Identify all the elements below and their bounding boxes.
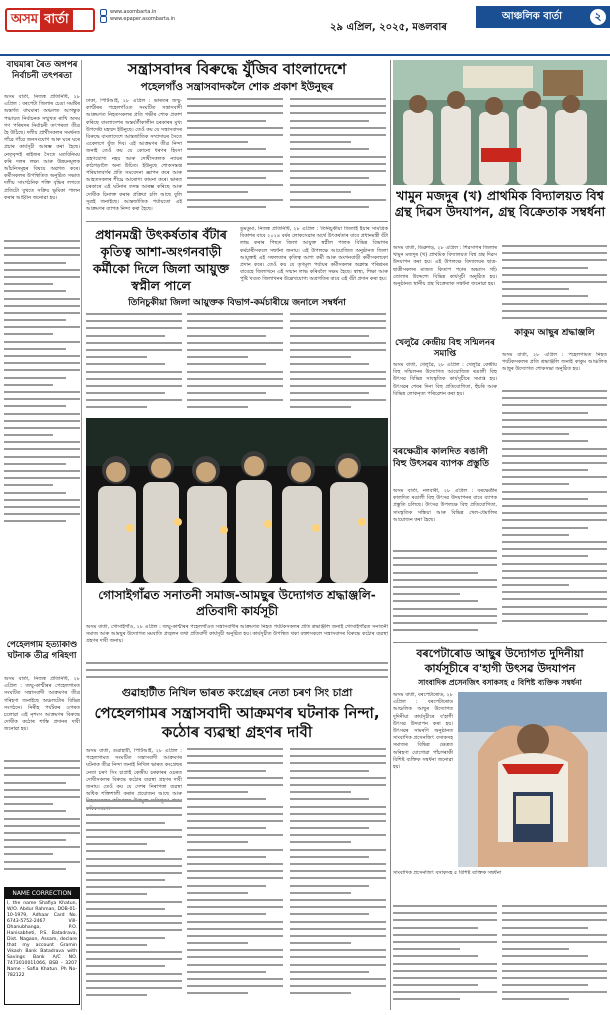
- barpeta-column-3: [502, 905, 607, 1010]
- story-text-continuation: [4, 760, 80, 880]
- section-title: আঞ্চলিক বাৰ্তা: [502, 10, 563, 22]
- felicitation-photo: [458, 692, 607, 867]
- book-day-body: অসম বাৰ্তা, ডিব্ৰুগড়, ২৮ এপ্ৰিল : শিৱসাগৰ জিলাৰ খামুন মজদুৰ (খ) প্ৰাথমিক বিদ্যালয়ত বিশ্ব গ্ৰন্থ দিৱস উদযাপন কৰা হয়। এই উপলক্ষে বিদ্যালয়ৰ ছাত্ৰ-ছাত্ৰীসকলৰ মাজত কিতাপ পঢ়াৰ অভ্যাস গঢ়ি তোলাৰ উদ্দেশ্যে বিভিন্ন কাৰ্যসূচী অনুষ্ঠিত হয়। অনুষ্ঠানত স্থানীয় গ্ৰন্থ বিক্ৰেতাক সম্বৰ্ধনা জনোৱা হয়।: [393, 245, 497, 288]
- book-day-photo: [393, 60, 607, 185]
- gossaigaon-body: অসম বাৰ্তা, গোসাইগাঁও, ২৮ এপ্ৰিল : জম্মু-কাশ্মীৰৰ পহেলগাঁওত সন্ত্ৰাসবাদীৰ আক্ৰমণত নিহত পৰ্যটকসকলৰ প্ৰতি শ্ৰদ্ধাঞ্জলি জনাই গোসাইগাঁৱত সনাতনী সমাজ আৰু আমছুৰ উদ্যোগত মমবাতি প্ৰজ্বলন তথা প্ৰতিবাদী কাৰ্যসূচী অনুষ্ঠিত হয়। কাৰ্যসূচীত উপস্থিত থকা বক্তাসকলে সন্ত্ৰাসবাদৰ বিৰুদ্ধে কঠোৰ ব্যৱস্থা গ্ৰহণৰ দাবী জনায়।: [86, 624, 388, 645]
- gossaigaon-text-continuation: [86, 662, 388, 684]
- kakum-body: অসম বাৰ্তা, ২৮ এপ্ৰিল : পহেলগামত নিহত পৰ্যটকসকলৰ প্ৰতি শ্ৰদ্ধাঞ্জলি জনাই কাকুম আঞ্চলিক আছুৰ উদ্যোগত শোকসভা অনুষ্ঠিত হয়।: [502, 352, 607, 373]
- pahalgam-headline: পেহেলগামৰ সন্ত্ৰাসবাদী আক্ৰমণৰ ঘটনাক নিন্দা, কঠোৰ ব্যৱস্থা গ্ৰহণৰ দাবী: [94, 704, 380, 741]
- pm-award-subheadline: তিনিচুকীয়া জিলা আয়ুক্তক বিভাগ-কৰ্মচাৰীয়ে জনালে সম্বৰ্ধনা: [128, 298, 346, 308]
- felicitation-photo-image: [458, 692, 607, 867]
- notice-title: NAME CORRECTION: [5, 888, 79, 899]
- pahalgam-column-2: [187, 748, 283, 1010]
- pm-award-intro: ডুমডুমা, নিজস্ব প্ৰতিনিধি, ২৮ এপ্ৰিল : তিনিচুকীয়া জিলাই ইয়াৰ সামগ্ৰিক বিকাশৰ বাবে ২০২৪ বৰ্ষৰ লোকসেৱাৰ অৰ্থে উৎকৰ্ষতাৰ বাবে প্ৰধানমন্ত্ৰী বঁটা লাভ কৰাৰ পিছত জিলা আয়ুক্ত স্বপ্নীল পালক বিভিন্ন বিভাগৰ কৰ্মচাৰীসকলে সম্বৰ্ধনা জনায়। এই উপলক্ষে আয়োজিত অনুষ্ঠানত জিলা আয়ুক্তই এই সফলতাৰ কৃতিত্ব আশা কৰ্মী আৰু অংগনবাড়ী কৰ্মীসকলকো প্ৰদান কৰে। তেওঁ কয় যে তৃণমূল পৰ্যায়ৰ কৰ্মীসকলৰ অক্লান্ত পৰিশ্ৰমৰ বাবেহে জিলাখনে এই সন্মান লাভ কৰিবলৈ সক্ষম হৈছে। স্বাস্থ্য, শিক্ষা আৰু পুষ্টি খণ্ডত জিলাখনৰ উল্লেখযোগ্য অগ্ৰগতিৰ বাবে এই বঁটা প্ৰদান কৰা হয়।: [240, 226, 388, 283]
- congress-subheadline: গুৱাহাটীত নিখিল ভাৰত কংগ্ৰেছৰ নেতা চৰণ সিং চাপ্ৰা: [121, 687, 353, 699]
- main-story-column-2: [187, 98, 283, 218]
- story-body: অসম বাৰ্তা, নিজস্ব প্ৰতিনিধি, ২৮ এপ্ৰিল : বৰপেটা জিলাৰ চেঙা সমষ্টিৰ অন্তৰ্গত বাঘমাৰা অঞ্চলত আগন্তুক পঞ্চায়ত নিৰ্বাচনক সন্মুখত ৰাখি অসম গণ পৰিষদৰ নিৰ্বাচনী তৎপৰতা তীব্ৰ হৈ উঠিছে। দলীয় প্ৰাৰ্থীসকলৰ সমৰ্থনত গাঁৱে গাঁৱে জনসংযোগ আৰু ঘৰে ঘৰে প্ৰচাৰ কাৰ্যসূচী আৰম্ভ কৰা হৈছে। নেতৃবৃন্দই ৰাইজৰ সৈতে মতবিনিময় কৰি দলৰ লক্ষ্য আৰু উন্নয়নমূলক আঁচনিসমূহৰ বিষয়ে অৱগত কৰে। কৰ্মীসকলৰ উপস্থিতিত অনুষ্ঠিত সভাত দলীয় সাংগঠনিক শক্তি বৃদ্ধিৰ লগতে প্ৰতিটো বুথতে সক্ৰিয় ভূমিকা পালন কৰাৰ আহ্বান জনোৱা হয়।: [4, 94, 80, 201]
- pahalgam-body: অসম বাৰ্তা, গুৱাহাটী, পিটিআই, ২৮ এপ্ৰিল : পহেলগামত সংঘটিত সন্ত্ৰাসবাদী আক্ৰমণৰ ঘটনাক তীব্ৰ নিন্দা জনাই নিখিল ভাৰত কংগ্ৰেছৰ নেতা চৰণ সিং চাপ্ৰাই কেন্দ্ৰীয় চৰকাৰৰ ওচৰত দোষীসকলৰ বিৰুদ্ধে কঠোৰ ব্যৱস্থা গ্ৰহণৰ দাবী জনায়। তেওঁ কয় যে দেশৰ নিৰাপত্তা ব্যৱস্থা অধিক শক্তিশালী কৰাৰ প্ৰয়োজন আছে আৰু: [86, 748, 182, 798]
- barpeta-body: অসম বাৰ্তা, বৰপেটাৰোড, ২৮ এপ্ৰিল : বৰপেটাৰোড আঞ্চলিক আছুৰ উদ্যোগত দুদিনীয়া কাৰ্যসূচীৰে ব'হাগী উৎসৱ উদযাপন কৰা হয়। উৎসৱৰ সামৰণি অনুষ্ঠানত সাংবাদিক প্ৰসেনজিৎ বসাকসহ সমাজৰ বিভিন্ন ক্ষেত্ৰত অৰিহণা যোগোৱা পাঁচগৰাকী বিশিষ্ট ব্যক্তিক সম্বৰ্ধনা জনোৱা হয়।: [393, 692, 453, 771]
- pm-award-column-3: [290, 313, 386, 413]
- pm-award-headline: প্ৰধানমন্ত্ৰী উৎকৰ্ষতাৰ বঁটাৰ কৃতিত্ব আশা-অংগনবাড়ী কৰ্মীকো দিলে জিলা আয়ুক্ত স্বপ্নীল পালে: [93, 227, 229, 293]
- logo-part-2: বাৰ্তা: [40, 9, 73, 32]
- left-column: [4, 60, 82, 1010]
- story-headline: বাঘমাৰা ৰৈত অগপৰ নিৰ্বাচনী তৎপৰতা: [6, 60, 78, 81]
- barpeta-subheadline: সাংবাদিক প্ৰসেনজিৎ বসাকসহ ৫ বিশিষ্ট ব্যক্তিক সম্বৰ্ধনা: [418, 678, 582, 687]
- candlelight-vigil-photo: [86, 418, 388, 583]
- book-day-headline: খামুন মজদুৰ (খ) প্ৰাথমিক বিদ্যালয়ত বিশ্ব গ্ৰন্থ দিৱস উদযাপন, গ্ৰন্থ বিক্ৰেতাক সম্বৰ্ধনা: [394, 188, 606, 219]
- main-subheadline: পহেলগাঁও সন্ত্ৰাসবাদকলৈ শোক প্ৰকাশ ইউনুছৰ: [140, 81, 334, 93]
- logo-part-1: অসম: [11, 11, 39, 27]
- main-story-body: ঢাকা, পিটিআই, ২৮ এপ্ৰিল : ভাৰতৰ জম্মু-কাশ্মীৰৰ পহেলগাঁওত সংঘটিত সন্ত্ৰাসবাদী আক্ৰমণত নিহতসকলৰ প্ৰতি গভীৰ শোক প্ৰকাশ কৰিছে বাংলাদেশৰ অন্তৰ্বৰ্তীকালীন চৰকাৰৰ মুখ্য উপদেষ্টা মহম্মদ ইউনুছে। তেওঁ কয় যে সন্ত্ৰাসবাদৰ বিৰুদ্ধে বাংলাদেশে আন্তৰ্জাতিক সম্প্ৰদায়ৰ সৈতে একেলগে যুঁজ দিব। এই আক্ৰমণৰ তীব্ৰ নিন্দা জনাই তেওঁ কয় যে কোনো ধৰণৰ হিংসা গ্ৰহণযোগ্য নহয় আৰু দোষীসকলক ন্যায়ৰ কাঠগড়ালৈ অনা উচিত। ইউনুছে শোকসন্তপ্ত পৰিয়ালবৰ্গৰ প্ৰতি সমবেদনা জ্ঞাপন কৰে আৰু আহতসকলৰ শীঘ্ৰে আৰোগ্য কামনা কৰে। ভাৰত চৰকাৰে এই ঘটনাৰ তদন্ত আৰম্ভ কৰিছে আৰু দোষীক চিনাক্ত কৰাৰ প্ৰক্ৰিয়া চলি আছে বুলি সূত্ৰই জনাইছে। আন্তৰ্জাতিক পৰ্যায়তো এই আক্ৰমণৰ ব্যাপক নিন্দা কৰা হৈছে।: [86, 98, 182, 213]
- column-divider: [390, 60, 391, 1010]
- kakum-text-continuation: [502, 390, 607, 640]
- barkhetri-text-continuation: [393, 550, 497, 640]
- page-number: ২: [590, 9, 606, 25]
- story-headline: পেহেলগাম হত্যাকাণ্ড ঘটনাক তীব্ৰ গৰিহণা: [6, 640, 78, 661]
- book-day-column-2: [502, 245, 607, 325]
- divider: [86, 221, 388, 222]
- barpeta-column-2: [393, 905, 497, 1010]
- masthead: [0, 0, 610, 56]
- notice-body: I, the name Shafiya Khatun, W/O. Abdur Rahman, DOB-01-10-1979, Adhaar Card No. 6743-5752-2467 Vill- Dhanubhanga, P.O. Hanisabheti, P.S. Batadrava, Dist. Nagaon, Assam, declare that my account Gramin Vikash Bank Batadrava with Savings Bank A/C NO. 7473010011066, BSB - 3207 Name - Safia Khatun. Ph No-782122: [7, 901, 77, 978]
- pahalgam-column-1: [86, 800, 182, 1010]
- website-url: www.asombarta.in: [110, 9, 157, 15]
- name-correction-notice: [4, 887, 80, 1005]
- issue-date: ২৯ এপ্ৰিল, ২০২৫, মঙলবাৰ: [330, 22, 447, 33]
- vigil-photo-image: [86, 418, 388, 583]
- book-day-photo-image: [393, 60, 607, 185]
- pahalgam-column-3: [290, 748, 386, 1010]
- web-icon: [100, 9, 107, 16]
- story-body: অসম বাৰ্তা, নিজস্ব প্ৰতিনিধি, ২৮ এপ্ৰিল : জম্মু-কাশ্মীৰৰ পেহেলগামত সংঘটিত সন্ত্ৰাসবাদী আক্ৰমণৰ তীব্ৰ গৰিহণা জনাইছে অঞ্চলটোৰ বিভিন্ন সংগঠনে। নিৰীহ পৰ্যটকৰ ওপৰত চলোৱা এই নৃশংস আক্ৰমণৰ বিৰুদ্ধে দোষীক কঠোৰ শাস্তি প্ৰদানৰ দাবী জনোৱা হয়।: [4, 676, 80, 733]
- main-story-column-3: [290, 98, 386, 218]
- newspaper-logo: [5, 8, 95, 32]
- story-text-continuation: [4, 240, 80, 535]
- kakum-headline: কাকুম আছুৰ শ্ৰদ্ধাঞ্জলি: [514, 328, 595, 338]
- epaper-icon: [100, 16, 107, 23]
- pm-award-column-2: [187, 313, 283, 413]
- epaper-url: www.epaper.asombarta.in: [110, 16, 176, 22]
- barpeta-headline: বৰপেটাৰোড আছুৰ উদ্যোগত দুদিনীয়া কাৰ্যসূচীৰে ব'হাগী উৎসৱ উদযাপন: [416, 647, 584, 675]
- main-headline: সন্ত্ৰাসবাদৰ বিৰুদ্ধে যুঁজিব বাংলাদেশে: [127, 60, 347, 78]
- pm-award-column-1: [86, 313, 182, 413]
- barkhetri-headline: বৰক্ষেত্ৰীৰ কালদিত ৰঙালী বিহু উৎসৱৰ ব্যাপক প্ৰস্তুতি: [393, 447, 489, 469]
- barkhetri-body: অসম বাৰ্তা, নলবাৰী, ২৮ এপ্ৰিল : বৰক্ষেত্ৰীৰ কালদিত ৰঙালী বিহু উৎসৱ উদযাপনৰ বাবে ব্যাপক প্ৰস্তুতি চলিছে। উৎসৱ উপলক্ষে বিহু প্ৰতিযোগিতা, সাংস্কৃতিক সন্ধিয়া আৰু বিভিন্ন খেল-ধেমালিৰ আয়োজন কৰা হৈছে।: [393, 488, 497, 523]
- gossaigaon-headline: গোসাইগাঁৱত সনাতনী সমাজ-আমছুৰ উদ্যোগত শ্ৰদ্ধাঞ্জলি-প্ৰতিবাদী কাৰ্যসূচী: [98, 588, 376, 618]
- football-body: অসম বাৰ্তা, খেলুৱৈ, ২৮ এপ্ৰিল : খেলুৱৈ কেন্দ্ৰীয় বিহু সন্মিলনৰ উদ্যোগত আয়োজিত ৰঙালী বিহু উৎসৱ বিভিন্ন সাংস্কৃতিক কাৰ্যসূচীৰে সমাপ্ত হয়। উৎসৱৰ শেষৰ দিনা বিহু প্ৰতিযোগিতা, হুঁচৰি আৰু বিভিন্ন লোকনৃত্য পৰিৱেশন কৰা হয়।: [393, 362, 497, 397]
- section-banner: [476, 6, 610, 28]
- divider: [393, 642, 607, 643]
- felicitation-caption: সাংবাদিক প্ৰসেনজিৎ বসাকসহ ৫ বিশিষ্ট ব্যক্তিক সম্বৰ্ধনা: [393, 870, 502, 876]
- contact-info: [100, 9, 175, 23]
- football-headline: খেলুৱৈ কেন্দ্ৰীয় বিহু সন্মিলনৰ সমাপ্তি: [395, 338, 495, 359]
